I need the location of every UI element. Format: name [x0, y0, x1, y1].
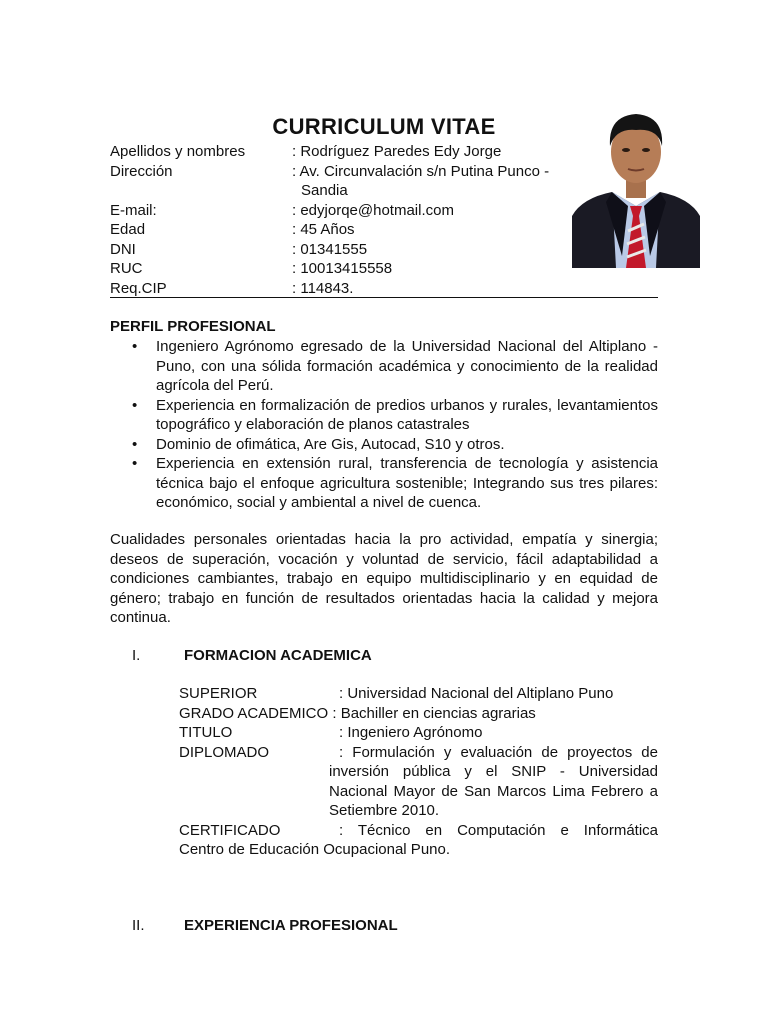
info-label: E-mail:: [110, 201, 157, 219]
acad-row-certificado: [179, 821, 658, 841]
acad-row-diplomado-cont: inversión pública y el SNIP - Universidad Nacional Mayor de San Marcos Lima Febrero a Setiembre 2010.: [329, 763, 658, 819]
info-row-ruc: [110, 259, 658, 279]
list-item-text: Experiencia en extensión rural, transferencia de tecnología y asistencia técnica bajo el enfoque agricultura sostenible; Integrando sus tres pilares: económico, social y ambiental a nivel de cuenca.: [156, 455, 658, 511]
acad-value: : Técnico en Computación e Informática: [339, 821, 658, 839]
perfil-heading: PERFIL PROFESIONAL: [110, 318, 276, 335]
list-item-text: Experiencia en formalización de predios urbanos y rurales, levantamientos topográfico y elaboración de planos catastrales: [156, 396, 658, 433]
cualidades-paragraph: Cualidades personales orientadas hacia la pro actividad, empatía y sinergia; deseos de superación, vocación y voluntad de servicio, fácil adaptabilidad a condiciones cambiantes, trabajo en equipo multidisciplinario y en equidad de género; trabajo en función de resultados orientadas hacia la calidad y mejora continua.: [110, 531, 658, 626]
info-value: : 01341555: [292, 240, 368, 258]
info-value: : 114843.: [292, 279, 354, 297]
divider: [110, 297, 658, 298]
acad-value: : Universidad Nacional del Altiplano Puno: [339, 685, 614, 702]
acad-row-superior: [179, 684, 658, 704]
perfil-list: [110, 337, 658, 513]
list-item-text: Ingeniero Agrónomo egresado de la Universidad Nacional del Altiplano - Puno, con una sólida formación académica y conocimiento de la realidad agrícola del Perú.: [156, 338, 658, 394]
bullet-icon: •: [132, 338, 138, 355]
info-value: : 45 Años: [292, 221, 355, 238]
info-label: Apellidos y nombres: [110, 143, 246, 160]
document-title: CURRICULUM VITAE: [272, 114, 496, 139]
list-item: [110, 396, 658, 435]
info-label: RUC: [110, 260, 143, 277]
list-item-text: Dominio de ofimática, Are Gis, Autocad, S10 y otros.: [156, 435, 505, 453]
acad-row-diplomado: [179, 743, 658, 763]
info-value: [292, 162, 562, 201]
acad-label: DIPLOMADO: [179, 743, 270, 761]
info-value: : Rodríguez Paredes Edy Jorge: [292, 143, 502, 160]
list-item: [110, 337, 658, 396]
personal-info: [110, 142, 658, 298]
list-item: [110, 454, 658, 513]
list-item: [110, 435, 658, 455]
info-label: Edad: [110, 221, 146, 238]
acad-label: GRADO ACADEMICO: [179, 704, 329, 722]
acad-value: : Ingeniero Agrónomo: [339, 724, 483, 741]
info-row-age: [110, 220, 658, 240]
acad-row-grado: [179, 704, 658, 724]
section-number: I.: [132, 647, 141, 664]
bullet-icon: •: [132, 435, 138, 453]
info-label: Dirección: [110, 162, 173, 180]
info-label: DNI: [110, 240, 136, 258]
acad-label: SUPERIOR: [179, 685, 258, 702]
info-value: : edyjorqe@hotmail.com: [292, 201, 454, 219]
acad-value: : Bachiller en ciencias agrarias: [332, 704, 536, 722]
info-row-name: [110, 142, 658, 162]
info-row-email: [110, 201, 658, 221]
info-row-dni: [110, 240, 658, 260]
acad-row-titulo: [179, 723, 658, 743]
acad-label: CERTIFICADO: [179, 821, 281, 839]
formacion-details: [179, 684, 658, 860]
info-row-cip: [110, 279, 658, 299]
info-label: Req.CIP: [110, 279, 167, 297]
bullet-icon: •: [132, 455, 138, 472]
bullet-icon: •: [132, 396, 138, 414]
acad-row-certificado-cont: Centro de Educación Ocupacional Puno.: [179, 841, 451, 858]
section-number: II.: [132, 917, 145, 934]
acad-value: : Formulación y evaluación de proyectos de: [339, 743, 658, 761]
experiencia-heading: EXPERIENCIA PROFESIONAL: [184, 917, 398, 934]
info-row-address: [110, 162, 658, 201]
info-value: : 10013415558: [292, 260, 393, 277]
acad-label: TITULO: [179, 724, 233, 741]
info-value-line: Sandia: [301, 182, 348, 199]
info-value-line: : Av. Circunvalación s/n Putina Punco -: [292, 162, 550, 180]
formacion-heading: FORMACION ACADEMICA: [184, 647, 372, 664]
